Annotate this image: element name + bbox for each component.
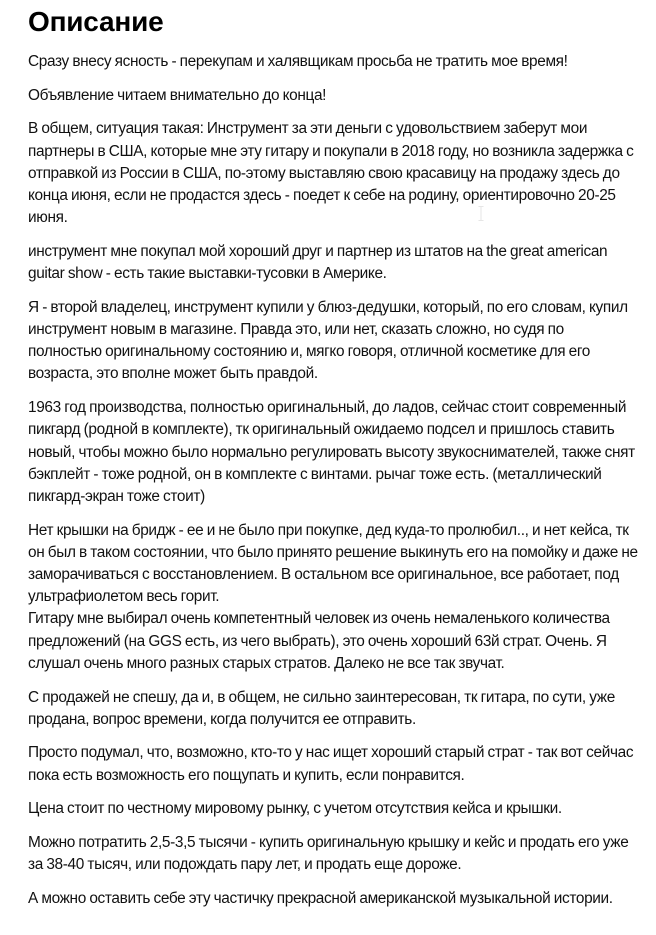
description-paragraph: Объявление читаем внимательно до конца! [28, 86, 327, 104]
description-paragraph: 1963 год производства, полностью оригинальный, до ладов, сейчас стоит современный пикгард (родной в комплекте), тк оригинальный ожидаемо подсел и пришлось ставить новый, чтобы можно было нормально регулировать высоту звукоснимателей, также снят бэкплейт - тоже родной, он в комплекте с винтами. рычаг тоже есть. (металлический пикгард-экран тоже стоит) [28, 399, 635, 505]
description-paragraph: Просто подумал, что, возможно, кто-то у нас ищет хороший старый страт - так вот сейчас пока есть возможность его пощупать и купить, если понравится. [28, 744, 634, 784]
description-paragraph: В общем, ситуация такая: Инструмент за эти деньги с удовольствием заберут мои партнеры в США, которые мне эту гитару и покупали в 2018 году, но возникла задержка с отправкой из России в США, по-этому выставляю свою красавицу на продажу здесь до конца июня, если не продастся здесь - поедет к себе на родину, ориентировочно 20-25 июня. [28, 120, 634, 227]
description-section [28, 0, 638, 922]
section-title: Описание [28, 6, 164, 37]
description-paragraph: Нет крышки на бридж - ее и не было при покупке, дед куда-то пролюбил.., и нет кейса, тк он был в таком состоянии, что было принято решение выкинуть его на помойку и даже не заморачиваться с восстановлением. В остальном все оригинальное, все работает, под ультрафиолетом весь горит. [28, 521, 638, 606]
description-paragraph: Гитару мне выбирал очень компетентный человек из очень немаленького количества предложений (на GGS есть, из чего выбрать), это очень хороший 63й страт. Очень. Я слушал очень много разных старых стратов. Далеко не все так звучат. [28, 610, 610, 672]
description-text [28, 51, 638, 910]
description-paragraph: Я - второй владелец, инструмент купили у блюз-дедушки, который, по его словам, купил инструмент новым в магазине. Правда это, или нет, сказать сложно, но судя по полностью оригинальному состоянию и, мягко говоря, отличной косметике для его возраста, это вполне может быть правдой. [28, 298, 628, 383]
i-beam-cursor-icon [478, 206, 484, 221]
description-paragraph: Цена стоит по честному мировому рынку, с учетом отсутствия кейса и крышки. [28, 800, 562, 818]
description-paragraph: С продажей не спешу, да и, в общем, не сильно заинтересован, тк гитара, по сути, уже продана, вопрос времени, когда получится ее отправить. [28, 688, 615, 728]
description-paragraph: А можно оставить себе эту частичку прекрасной американской музыкальной истории. [28, 890, 613, 907]
description-paragraph: инструмент мне покупал мой хороший друг и партнер из штатов на the great american guitar show - есть такие выставки-тусовки в Америке. [28, 242, 608, 283]
description-paragraph: Можно потратить 2,5-3,5 тысячи - купить оригинальную крышку и кейс и продать его уже за 38-40 тысяч, или подождать пару лет, и продать еще дороже. [28, 834, 629, 874]
description-paragraph: Сразу внесу ясность - перекупам и халявщикам просьба не тратить мое время! [28, 53, 568, 70]
